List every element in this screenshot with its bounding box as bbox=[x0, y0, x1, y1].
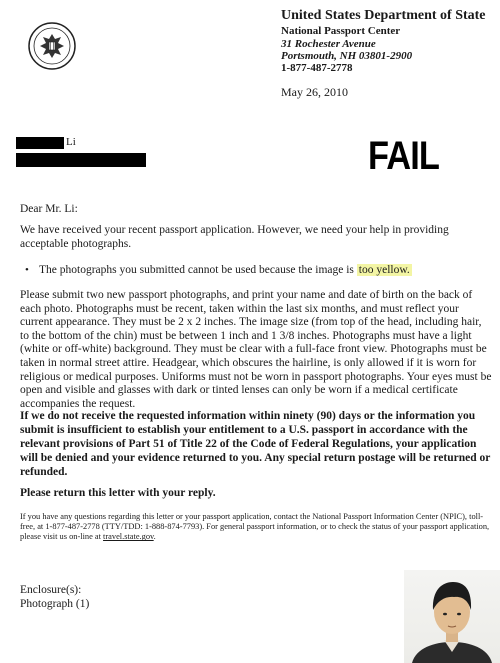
bullet-point: • bbox=[25, 264, 29, 276]
street-address: 31 Rochester Avenue bbox=[281, 38, 376, 50]
redaction-bar bbox=[16, 153, 146, 167]
rejection-highlight: too yellow. bbox=[358, 264, 410, 276]
contact-end: . bbox=[153, 532, 156, 542]
greeting: Dear Mr. Li: bbox=[20, 203, 78, 215]
department-seal-icon bbox=[28, 22, 76, 70]
rejection-reason bbox=[39, 264, 412, 276]
return-note: Please return this letter with your reply. bbox=[20, 487, 216, 499]
intro-paragraph: We have received your recent passport application. However, we need your help in providing acceptable photographs. bbox=[20, 224, 449, 250]
redaction-bar bbox=[16, 137, 64, 149]
enclosure-label: Enclosure(s): bbox=[20, 584, 82, 596]
phone-number: 1-877-487-2778 bbox=[281, 62, 353, 74]
enclosure-item: Photograph (1) bbox=[20, 598, 90, 610]
center-name: National Passport Center bbox=[281, 25, 401, 37]
warning-paragraph: If we do not receive the requested information within ninety (90) days or the information you submit is insufficient to establish your entitlement to a U.S. passport in accordance with the relevant provisions of Part 51 of Title 22 of the Code of Federal Regulations, your application will be denied and your evidence returned to you. Any special return postage will be returned or refunded. bbox=[20, 410, 491, 478]
instructions-paragraph: Please submit two new passport photographs, and print your name and date of birth on the back of each photo. Photographs must be recent, taken within the last six months, and must reflect your current appearance. They must be 2 x 2 inches. The image size (from top of the head, including hair, to the bottom of the chin) must be between 1 inch and 1 3/8 inches. Photographs must have a light (white or off-white) background. They must be clear with a full-face front view. Photographs must be taken in normal street attire. Headgear, which obscures the hairline, is only allowed if it is worn for religious or medical purposes. Uniforms must not be worn in passport photographs. Your eyes must be open and visible and glasses with dark or tinted lenses can only be worn if a medical certificate accompanies the request. bbox=[20, 289, 492, 410]
contact-text: If you have any questions regarding this letter or your passport application, contact the National Passport Information Center (NPIC), toll-free, at 1-877-487-2778 (TTY/TDD: 1-888-874-7793). For general passport information, or to check the status of your passport application, please visit us on-line at bbox=[20, 512, 490, 542]
department-name: United States Department of State bbox=[281, 8, 486, 23]
travel-state-link[interactable]: travel.state.gov bbox=[103, 532, 154, 542]
contact-info bbox=[20, 512, 492, 543]
rejection-reason-text: The photographs you submitted cannot be used because the image is bbox=[39, 264, 357, 276]
letter-date: May 26, 2010 bbox=[281, 85, 348, 99]
fail-stamp: FAIL bbox=[368, 134, 440, 178]
passport-photo bbox=[404, 570, 500, 663]
city-address: Portsmouth, NH 03801-2900 bbox=[281, 50, 413, 62]
recipient-name-fragment: Li bbox=[66, 136, 76, 148]
enclosure-block bbox=[20, 583, 89, 611]
